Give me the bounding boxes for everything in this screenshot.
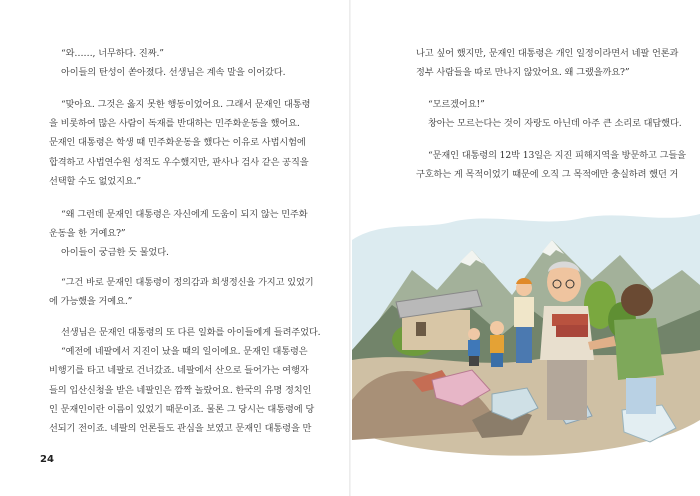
child-head — [468, 328, 480, 340]
paragraph — [49, 44, 285, 82]
child-shirt — [468, 340, 480, 356]
brick-icon — [556, 325, 588, 337]
paragraph — [416, 95, 682, 133]
text-line: “왜 그런데 문재인 대통령은 자신에게 도움이 되지 않는 민주화 — [61, 209, 308, 220]
text-line: 운동을 한 거예요?” — [49, 228, 126, 240]
text-line: “예전에 네팔에서 지진이 났을 때의 일이에요. 문재인 대통령은 — [61, 346, 308, 358]
paragraph — [49, 273, 314, 311]
brick-icon — [552, 314, 588, 326]
text-line: 선택할 수도 없었지요.” — [49, 175, 142, 187]
illustration-earthquake-relief — [352, 210, 700, 462]
helper-head — [621, 284, 653, 316]
text-line: 인 문재인이란 이름이 있었기 때문이죠. 물론 그 당시는 대통령에 당 — [49, 403, 315, 415]
paragraph — [49, 205, 308, 263]
text-line: “그건 바로 문재인 대통령이 정의감과 희생정신을 가지고 있었기 — [61, 277, 314, 288]
text-line: “문재인 대통령의 12박 13일은 지진 피해지역을 방문하고 그들을 — [428, 150, 686, 161]
helper-pants — [626, 378, 656, 414]
text-line: 에 가능했을 거예요.” — [49, 296, 133, 308]
text-line: 아이들의 탄성이 쏟아졌다. 선생님은 계속 말을 이어갔다. — [61, 67, 286, 79]
text-line: 합격하고 사법연수원 성적도 우수했지만, 판사나 검사 같은 공직을 — [49, 156, 309, 168]
child-pants — [491, 353, 503, 367]
page-number: 24 — [40, 454, 54, 465]
paragraph — [416, 146, 686, 184]
text-line: 문재인 대통령은 학생 때 민주화운동을 했다는 이유로 사법시험에 — [49, 137, 306, 149]
text-line: 비행기를 타고 네팔로 건너갔죠. 네팔에서 산으로 들어가는 여행자 — [49, 365, 309, 377]
child-pants — [516, 327, 532, 363]
text-line: 정부 사람들을 따로 만나지 않았어요. 왜 그랬을까요?” — [416, 67, 630, 79]
text-line: 나고 싶어 했지만, 문재인 대통령은 개인 일정이라면서 네팔 언론과 — [416, 48, 679, 59]
text-line: “와……, 너무하다. 진짜.” — [61, 48, 164, 59]
text-line: 아이들이 궁금한 듯 물었다. — [61, 247, 169, 259]
text-line: 들의 입산신청을 받은 네팔인은 깜짝 놀랐어요. 한국의 유명 정치인 — [49, 384, 312, 396]
man-pants — [547, 360, 587, 420]
text-line: 구호하는 게 목적이었기 때문에 오직 그 목적에만 충실하려 했던 거 — [416, 169, 679, 181]
hut-window — [416, 322, 426, 336]
text-line: 창아는 모르는다는 것이 자랑도 아닌데 아주 큰 소리로 대답했다. — [428, 118, 682, 130]
child-figure — [490, 321, 504, 367]
child-figure — [514, 278, 534, 363]
child-pants — [469, 356, 479, 366]
helper-shirt — [614, 318, 664, 380]
text-line: 선되기 전이죠. 네팔의 언론들도 관심을 보였고 문재인 대통령을 만 — [49, 422, 312, 434]
paragraph — [416, 44, 678, 82]
child-shirt — [514, 297, 534, 327]
text-line: “맞아요. 그것은 옳지 못한 행동이었어요. 그래서 문재인 대통령 — [61, 99, 311, 110]
paragraph — [49, 95, 310, 191]
child-figure — [468, 328, 480, 366]
child-shirt — [490, 335, 504, 353]
left-page — [0, 0, 349, 496]
text-line: 선생님은 문재인 대통령의 또 다른 일화를 아이들에게 들려주었다. — [61, 327, 321, 338]
paragraph — [49, 323, 321, 438]
text-line: 을 비롯하여 많은 사람이 독재를 반대하는 민주화운동을 했어요. — [49, 118, 300, 130]
child-head — [490, 321, 504, 335]
text-line: “모르겠어요!” — [428, 99, 485, 110]
